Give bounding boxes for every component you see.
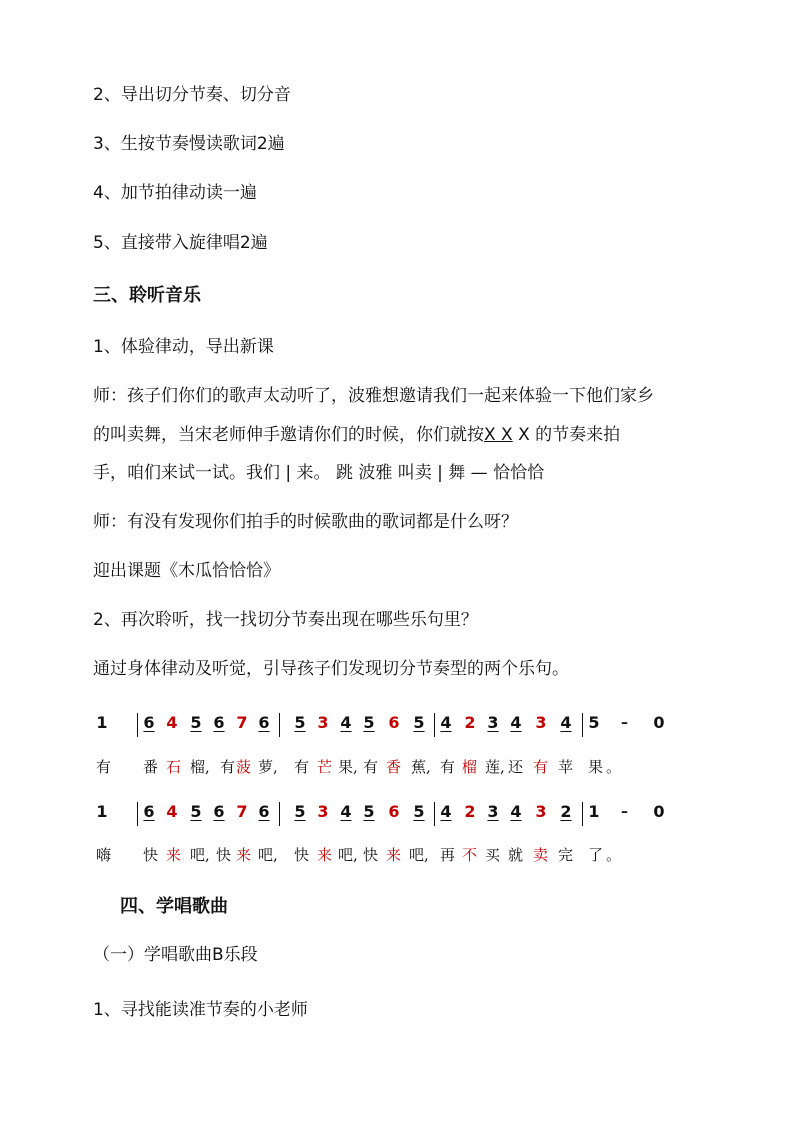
line-experience-rhythm: 1、体验律动，导出新课 [93,337,274,357]
paragraph-teacher-1b [93,425,620,445]
rhythm-underlined: X X [484,425,513,445]
lyric: 了 [588,846,604,864]
line-sing-melody: 5、直接带入旋律唱2遍 [93,233,268,253]
paragraph-teacher-1a: 师：孩子们你们的歌声太动听了，波雅想邀请我们一起来体验一下他们家乡 [93,386,654,406]
note: 7 [236,802,248,821]
lyric: 吧, [190,846,210,864]
lyrics-row-2 [0,845,794,869]
lyric: 快 [294,846,310,864]
lyric: 蕉, [411,758,431,776]
note: 1 [588,802,600,821]
line-export-syncopation: 2、导出切分节奏、切分音 [93,85,291,105]
note: 4 [440,713,452,732]
note: 6 [388,802,400,821]
lyric: 有 [220,758,236,776]
lyric: 还 [508,758,524,776]
lyric: 榴, [190,758,210,776]
note: 3 [487,802,499,821]
note: 2 [464,802,476,821]
note: 5 [413,713,425,732]
lyric: 有 [294,758,310,776]
note-dash: – [621,715,628,731]
lyric: 吧, [409,846,429,864]
lyric: 有 [96,758,112,776]
lyric: 果 [588,758,604,776]
note: 3 [535,713,547,732]
score-row-2 [0,802,794,826]
note: 6 [213,802,225,821]
lyric: 。 [606,758,622,776]
paragraph-teacher-1b-pre: 的叫卖舞，当宋老师伸手邀请你们的时候，你们就按 [93,425,484,445]
note: 2 [464,713,476,732]
note: 3 [317,802,329,821]
barline [279,713,280,737]
lyric: 不 [462,846,478,864]
note: 6 [143,713,155,732]
note: 4 [340,713,352,732]
heading-learn-song: 四、学唱歌曲 [120,896,228,917]
lyric: 来 [317,846,333,864]
lyric: 芒 [317,758,333,776]
paragraph-teacher-1b-post: X 的节奏来拍 [512,425,621,445]
note: 5 [190,802,202,821]
barline [434,713,435,737]
lyric: 菠 [236,758,252,776]
lyric: 来 [166,846,182,864]
lyric: 快 [363,846,379,864]
note: 5 [588,713,600,732]
note: 1 [96,713,108,732]
line-section-b: （一）学唱歌曲B乐段 [93,945,258,965]
note: 6 [388,713,400,732]
note: 4 [166,802,178,821]
barline [137,802,138,826]
barline [137,713,138,737]
lyric: 来 [236,846,252,864]
note: 3 [535,802,547,821]
lyric: 嗨 [96,846,112,864]
lyric: 香 [386,758,402,776]
note: 6 [213,713,225,732]
paragraph-title-reveal: 迎出课题《木瓜恰恰恰》 [93,561,280,581]
note: 3 [317,713,329,732]
lyric: 买 [485,846,501,864]
note: 0 [653,713,665,732]
lyric: 果, [338,758,358,776]
lyric: 再 [440,846,456,864]
lyric: 石 [166,758,182,776]
lyric: 快 [216,846,232,864]
lyric: 番 [143,758,159,776]
note: 4 [510,713,522,732]
note: 5 [363,713,375,732]
lyric: 榴 [462,758,478,776]
note: 6 [258,713,270,732]
lyric: 快 [143,846,159,864]
note: 0 [653,802,665,821]
note: 4 [560,713,572,732]
lyric: 完 [558,846,574,864]
note: 2 [560,802,572,821]
note: 7 [236,713,248,732]
lyric: 有 [533,758,549,776]
lyrics-row-1 [0,757,794,781]
note: 4 [166,713,178,732]
note: 5 [294,802,306,821]
note: 4 [340,802,352,821]
lyric: 有 [363,758,379,776]
score-row-1 [0,713,794,737]
note: 5 [413,802,425,821]
line-beat-reading: 4、加节拍律动读一遍 [93,183,257,203]
lyric: 吧, [258,846,278,864]
lyric: 吧, [338,846,358,864]
lyric: 。 [606,846,622,864]
line-find-teacher: 1、寻找能读准节奏的小老师 [93,1000,308,1020]
note: 6 [258,802,270,821]
note: 1 [96,802,108,821]
paragraph-teacher-question: 师：有没有发现你们拍手的时候歌曲的歌词都是什么呀？ [93,512,518,532]
note: 6 [143,802,155,821]
note: 4 [510,802,522,821]
lyric: 萝, [258,758,278,776]
paragraph-guide: 通过身体律动及听觉，引导孩子们发现切分节奏型的两个乐句。 [93,659,569,679]
note: 5 [294,713,306,732]
note: 4 [440,802,452,821]
lyric: 苹 [558,758,574,776]
barline [582,802,583,826]
note-dash: – [621,804,628,820]
note: 5 [363,802,375,821]
barline [279,802,280,826]
note: 3 [487,713,499,732]
heading-listen-music: 三、聆听音乐 [93,285,201,306]
barline [582,713,583,737]
lyric: 有 [440,758,456,776]
paragraph-teacher-1c: 手，咱们来试一试。我们 | 来。 跳 波雅 叫卖 | 舞 — 恰恰恰 [93,463,545,483]
line-read-lyrics: 3、生按节奏慢读歌词2遍 [93,134,285,154]
lyric: 卖 [533,846,549,864]
note: 5 [190,713,202,732]
lyric: 来 [386,846,402,864]
paragraph-listen-again: 2、再次聆听，找一找切分节奏出现在哪些乐句里？ [93,610,478,630]
barline [434,802,435,826]
lyric: 莲, [485,758,505,776]
lyric: 就 [508,846,524,864]
